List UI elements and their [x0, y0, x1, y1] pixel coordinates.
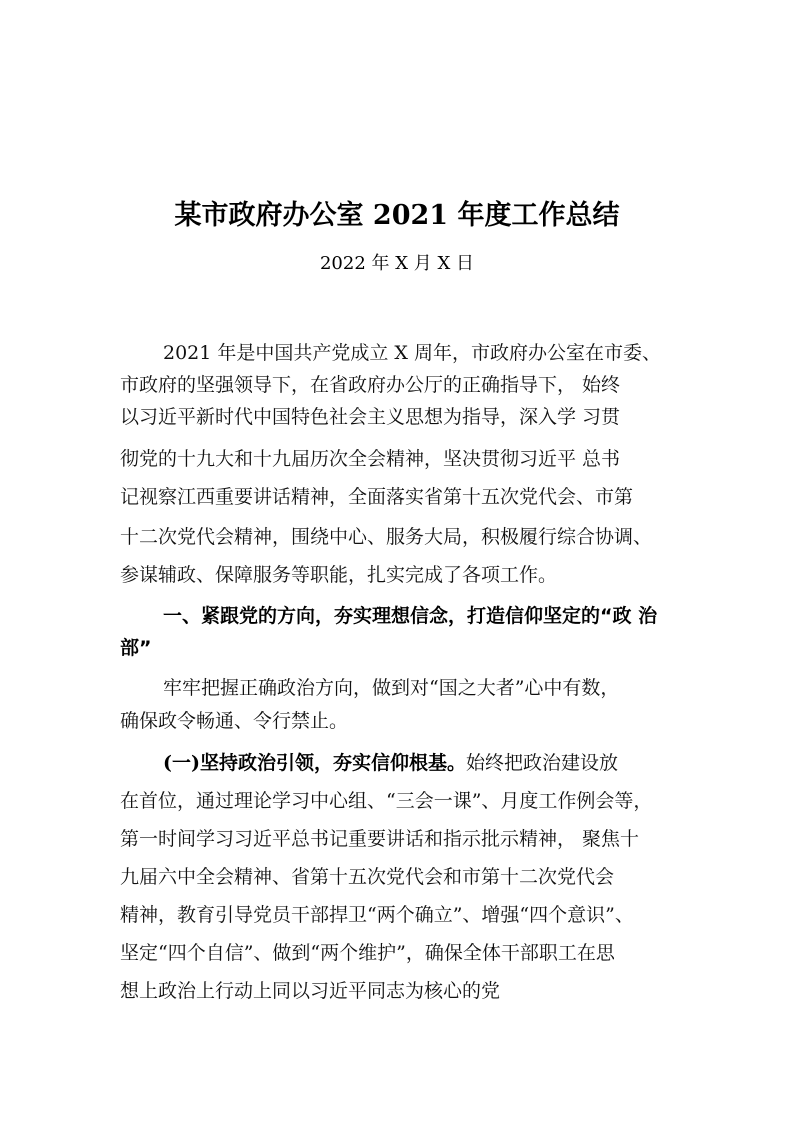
intro-line-1: 2021 年是中国共产党成立 X 周年，市政府办公室在市委、: [163, 342, 661, 364]
intro-line-7: 参谋辅政、保障服务等职能，扎实完成了各项工作。: [120, 564, 558, 586]
document-date: 2022 年 X 月 X 日: [319, 253, 475, 274]
intro-line-4: 彻党的十九大和十九届历次全会精神，坚决贯彻习近平 总书: [120, 448, 621, 470]
intro-line-5: 记视察江西重要讲话精神，全面落实省第十五次党代会、市第: [120, 486, 634, 508]
intro-line-2: 市政府的坚强领导下，在省政府办公厅的正确指导下， 始终: [120, 374, 621, 396]
intro-line-6: 十二次党代会精神，围绕中心、服务大局，积极履行综合协调、: [120, 526, 653, 548]
subsection-1-line-3: 第一时间学习习近平总书记重要讲话和指示批示精神， 聚焦十: [120, 828, 640, 850]
subsection-1-line-5: 精神，教育引导党员干部捍卫“两个确立”、增强“四个意识”、: [120, 904, 634, 926]
subsection-1-heading: (一)坚持政治引领，夯实信仰根基。: [163, 752, 466, 774]
subsection-1-first-line: [163, 748, 618, 778]
intro-line-3: 以习近平新时代中国特色社会主义思想为指导，深入学 习贯: [120, 406, 621, 428]
section-1-intro-line-2: 确保政令畅通、令行禁止。: [120, 710, 349, 732]
subsection-1-first-line-text: 始终把政治建设放: [465, 752, 618, 774]
subsection-1-line-2: 在首位，通过理论学习中心组、“三会一课”、月度工作例会等，: [120, 790, 653, 812]
heading-1-line-1: 一、紧跟党的方向，夯实理想信念，打造信仰坚定的“政 治: [163, 605, 658, 627]
document-title: 某市政府办公室 2021 年度工作总结: [174, 200, 620, 231]
heading-1-line-2: 部”: [120, 637, 152, 659]
subsection-1-line-6: 坚定“四个自信”、做到“两个维护”，确保全体干部职工在思: [120, 942, 615, 964]
subsection-1-line-4: 九届六中全会精神、省第十五次党代会和市第十二次党代会: [120, 866, 615, 888]
subsection-1-line-7: 想上政治上行动上同以习近平同志为核心的党: [120, 980, 501, 1002]
section-1-intro-line-1: 牢牢把握正确政治方向，做到对“国之大者”心中有数，: [163, 677, 620, 699]
